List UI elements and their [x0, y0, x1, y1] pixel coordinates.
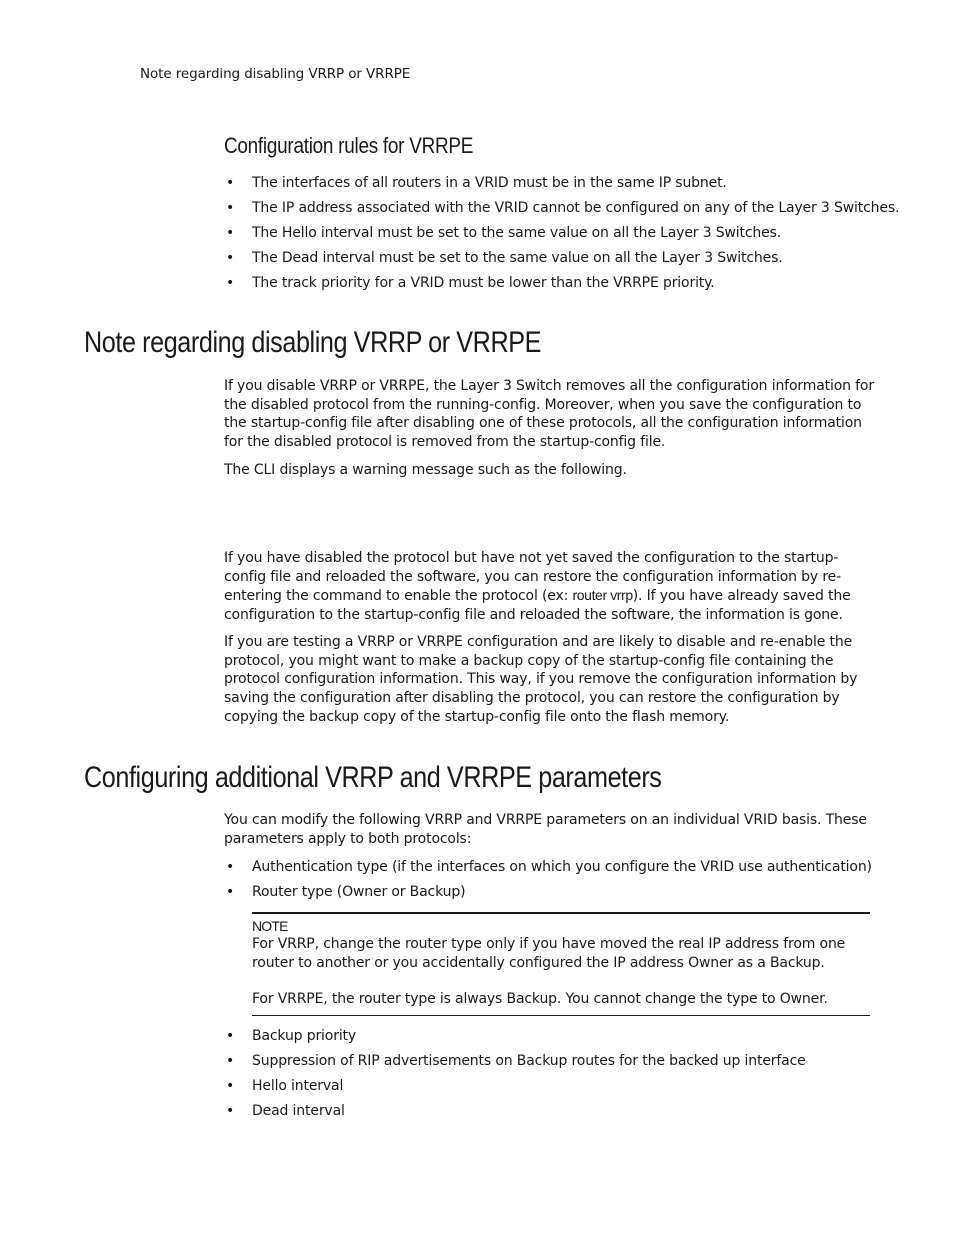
list-item: • The track priority for a VRID must be lower than the VRRPE priority. — [226, 275, 715, 291]
paragraph: The CLI displays a warning message such as the following. — [224, 462, 627, 478]
bullet-icon: • — [226, 1028, 235, 1044]
list-item: • The Dead interval must be set to the same value on all the Layer 3 Switches. — [226, 250, 783, 266]
rules-bullet-list — [224, 174, 900, 299]
command-text: router vrrp — [572, 587, 633, 604]
bullet-icon: • — [226, 225, 235, 241]
list-item: • Hello interval — [226, 1078, 344, 1094]
bullet-icon: • — [226, 1053, 235, 1069]
list-item: • Dead interval — [226, 1103, 345, 1119]
running-head: Note regarding disabling VRRP or VRRPE — [140, 66, 411, 82]
section-heading-configuring-parameters: Configuring additional VRRP and VRRPE parameters — [84, 761, 662, 794]
note-text: For VRRP, change the router type only if you have moved the real IP address from one router to another or you accidentally configured the IP address Owner as a Backup. — [252, 936, 846, 971]
bullet-icon: • — [226, 859, 235, 875]
list-item: • Suppression of RIP advertisements on Backup routes for the backed up interface — [226, 1053, 806, 1069]
bullet-icon: • — [226, 1078, 235, 1094]
list-item: • The interfaces of all routers in a VRID must be in the same IP subnet. — [226, 175, 727, 191]
list-item: • The Hello interval must be set to the same value on all the Layer 3 Switches. — [226, 225, 782, 241]
note-label: NOTE — [252, 918, 288, 934]
note-box — [252, 912, 870, 1016]
section-heading-disabling: Note regarding disabling VRRP or VRRPE — [84, 326, 542, 359]
bullet-icon: • — [226, 200, 235, 216]
list-item: • Router type (Owner or Backup) — [226, 884, 466, 900]
list-item: • Backup priority — [226, 1028, 357, 1044]
parameters-bullet-list-continued — [224, 1027, 884, 1127]
bullet-icon: • — [226, 884, 235, 900]
bullet-icon: • — [226, 1103, 235, 1119]
note-text: For VRRPE, the router type is always Backup. You cannot change the type to Owner. — [252, 991, 828, 1008]
paragraph: You can modify the following VRRP and VRRPE parameters on an individual VRID basis. These parameters apply to both protocols: — [224, 812, 867, 847]
paragraph: If you are testing a VRRP or VRRPE configuration and are likely to disable and re-enable the protocol, you might want to make a backup copy of the startup-config file containing the protocol configuration information. This way, if you remove the configuration information by saving the configuration after disabling the protocol, you can restore the configuration by copying the backup copy of the startup-config file onto the flash memory. — [224, 634, 858, 725]
paragraph: If you disable VRRP or VRRPE, the Layer 3 Switch removes all the configuration information for the disabled protocol from the running-config. Moreover, when you save the configuration to the startup-config file after disabling one of these protocols, all the configuration information for the disabled protocol is removed from the startup-config file. — [224, 378, 874, 451]
bullet-icon: • — [226, 250, 235, 266]
bullet-icon: • — [226, 175, 235, 191]
list-item: • Authentication type (if the interfaces on which you configure the VRID use authentication) — [226, 859, 872, 875]
section-heading-configuration-rules: Configuration rules for VRRPE — [224, 133, 474, 158]
list-item: • The IP address associated with the VRID cannot be configured on any of the Layer 3 Switches. — [226, 200, 900, 216]
bullet-icon: • — [226, 275, 235, 291]
paragraph: If you have disabled the protocol but have not yet saved the configuration to the startup-config file and reloaded the software, you can restore the configuration information by re-entering the command to enable the protocol (ex: router vrrp). If you have already saved the configuration to the startup-config file and reloaded the software, the information is gone. — [224, 550, 851, 624]
parameters-bullet-list — [224, 858, 884, 908]
